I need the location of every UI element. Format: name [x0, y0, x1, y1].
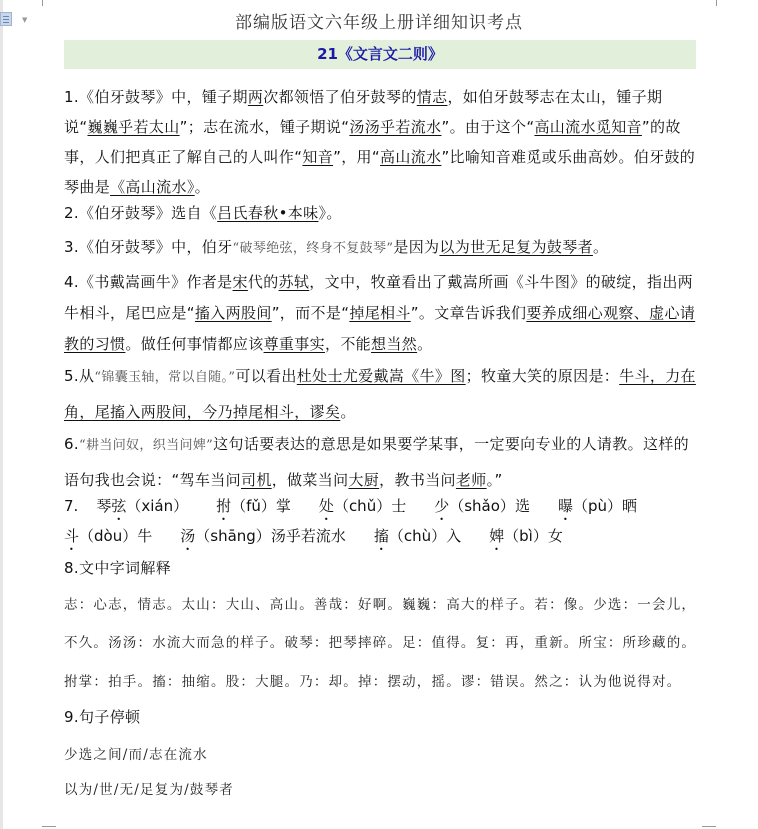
underlined-answer: 高山流水: [380, 148, 442, 166]
marked-character: 曝: [557, 497, 573, 515]
text-segment: ”，用“: [333, 148, 381, 166]
underlined-answer: 苏轼: [278, 273, 310, 291]
text-segment: 。”: [486, 471, 503, 489]
marked-character: 处: [318, 497, 334, 515]
pinyin-item: [489, 525, 563, 554]
marked-character: 汤: [180, 527, 196, 545]
text-segment: 。: [194, 178, 211, 196]
underlined-answer: 要养成细心观察、虚心请教的习惯: [64, 304, 696, 353]
text-segment: ，如伯牙鼓琴志在太山，锺子期说“: [64, 88, 663, 136]
quoted-classical-text: “耕当问奴，织当问婢”: [79, 438, 214, 453]
text-segment: 这句话要表达的意思是如果要学某事，一定要向专业的人请教。这样的语句我也会说：“驾车当问: [64, 435, 690, 489]
word-part: 琴: [96, 497, 112, 515]
paragraph-6: [64, 427, 698, 497]
text-segment: ，不能: [324, 335, 372, 353]
text-segment: ；牧童大笑的原因是：: [465, 367, 620, 385]
text-segment: 。: [417, 335, 433, 353]
pinyin: （chǔ）: [333, 497, 392, 515]
pause-line: 少选之间/而/志在流水: [64, 747, 208, 763]
marked-character: 斗: [64, 527, 80, 545]
underlined-answer: 想当然: [371, 335, 418, 353]
definition-line: 拊掌：拍手。搐：抽缩。股：大腿。乃：却。掉：摆动，摇。谬：错误。然之：认为他说得对。: [64, 674, 682, 690]
text-segment: 。做任何事情都应该: [125, 335, 264, 353]
marked-character: 拊: [216, 497, 232, 515]
document-title: 部编版语文六年级上册详细知识考点: [235, 13, 523, 33]
marked-character: 少: [434, 497, 450, 515]
pinyin: （shāng）: [195, 527, 271, 545]
pinyin: （chù）: [388, 527, 447, 545]
pinyin-item: [216, 495, 291, 524]
page-corner-mark: [716, 0, 717, 6]
page-corner-mark: [702, 826, 716, 827]
text-segment: 代的: [247, 273, 279, 291]
text-segment: 。: [340, 403, 356, 421]
text-segment: ，做菜当问: [271, 471, 349, 489]
lesson-title-banner: 21《文言文二则》: [64, 40, 696, 69]
word-part: 女: [547, 527, 563, 545]
underlined-answer: 掉尾相斗: [349, 304, 411, 322]
word-part: 牛: [137, 527, 153, 545]
pinyin: （shǎo）: [449, 497, 515, 515]
text-segment: 》。: [318, 204, 342, 222]
text-segment: 可以看出: [235, 367, 297, 385]
word-part: 晒: [622, 497, 638, 515]
word-part: 选: [514, 497, 530, 515]
text-segment: 是因为: [393, 238, 440, 256]
pinyin: （pù）: [572, 497, 622, 515]
text-segment: ”；志在流水，锺子期说“: [179, 118, 350, 136]
word-part: 掌: [275, 497, 291, 515]
text-segment: ”比喻知音难觅或乐曲高妙。伯牙鼓的琴曲是: [64, 148, 696, 196]
underlined-answer: 牛斗，力在角，尾搐入两股间，今乃掉尾相斗，谬矣: [64, 367, 696, 421]
section-8-heading: 8.文中字词解释: [64, 559, 172, 577]
pinyin: （bì）: [504, 527, 548, 545]
text-segment: 次都领悟了伯牙鼓琴的: [263, 88, 417, 106]
marked-character: 搐: [373, 527, 389, 545]
underlined-answer: 搐入两股间: [194, 304, 272, 322]
pinyin: （fǔ）: [231, 497, 276, 515]
underlined-answer: 《高山流水》: [110, 178, 195, 196]
pinyin-item: [558, 495, 637, 524]
pinyin-item: [96, 495, 188, 524]
text-segment: 6.: [64, 435, 80, 453]
text-segment: ，文中，牧童看出了戴嵩所画《斗牛图》的破绽，指出两牛相斗，尾巴应是“: [64, 273, 694, 322]
paragraph-5: [64, 359, 698, 429]
underlined-answer: 尊重事实: [263, 335, 325, 353]
underlined-answer: 吕氏春秋•本味: [217, 204, 319, 222]
page-corner-mark: [42, 826, 56, 827]
text-segment: 2.《伯牙鼓琴》选自《: [64, 204, 218, 222]
underlined-answer: 巍巍乎若太山: [87, 118, 180, 136]
word-part: 士: [391, 497, 407, 515]
text-segment: ”。由于这个“: [441, 118, 535, 136]
word-part: 汤乎若流水: [270, 527, 346, 545]
marked-character: 婢: [489, 527, 505, 545]
text-segment: ”，而不是“: [271, 304, 350, 322]
underlined-answer: 杜处士尤爱戴嵩《牛》图: [296, 367, 466, 385]
pinyin: （dòu）: [79, 527, 138, 545]
pinyin-item: [374, 525, 461, 554]
paragraph-1: [64, 82, 698, 202]
paragraph-4: [64, 267, 698, 360]
definition-line: 不久。汤汤：水流大而急的样子。破琴：把琴摔碎。足：值得。复：再，重新。所宝：所珍藏的。: [64, 635, 697, 651]
item-number: 7.: [64, 497, 79, 515]
text-segment: ，教书当问: [379, 471, 456, 489]
page-left-edge: [0, 0, 3, 829]
pause-line: 以为/世/无/足复为/鼓琴者: [64, 782, 234, 798]
dropdown-arrow-icon[interactable]: ▼: [22, 16, 28, 24]
quoted-classical-text: “破琴绝弦，终身不复鼓琴”: [232, 241, 394, 256]
pinyin-item: [319, 495, 406, 524]
text-segment: 3.《伯牙鼓琴》中，伯牙: [64, 238, 233, 256]
text-segment: ”的故事，人们把真正了解自己的人叫作“: [64, 118, 681, 166]
text-segment: 4.《书戴嵩画牛》作者是: [64, 273, 233, 291]
quoted-classical-text: “锦囊玉轴，常以自随。”: [94, 370, 236, 385]
text-segment: ”。文章告诉我们: [410, 304, 527, 322]
pinyin-row-2: [64, 525, 591, 554]
underlined-answer: 知音: [302, 148, 334, 166]
underlined-answer: 大厨: [348, 471, 380, 489]
underlined-answer: 情志: [416, 88, 448, 106]
pinyin-row-1: [64, 495, 665, 524]
paragraph-3: [64, 234, 698, 262]
text-segment: 5.从: [64, 367, 95, 385]
underlined-answer: 宋: [232, 273, 248, 291]
text-segment: 1.《伯牙鼓琴》中，锺子期: [64, 88, 248, 106]
definition-line: 志：心志，情志。太山：大山、高山。善哉：好啊。巍巍：高大的样子。若：像。少选：一会儿，: [64, 597, 697, 613]
pinyin-item: [64, 525, 152, 554]
underlined-answer: 两: [247, 88, 264, 106]
underlined-answer: 司机: [240, 471, 272, 489]
underlined-answer: 老师: [455, 471, 487, 489]
underlined-answer: 以为世无足复为鼓琴者: [439, 238, 593, 256]
word-part: 入: [446, 527, 462, 545]
text-segment: 。: [592, 238, 609, 256]
pinyin: （xián）: [126, 497, 189, 515]
page-corner-mark: [42, 0, 43, 6]
underlined-answer: 高山流水觅知音: [534, 118, 642, 136]
marked-character: 弦: [111, 497, 127, 515]
pinyin-item: [180, 525, 346, 554]
underlined-answer: 汤汤乎若流水: [349, 118, 442, 136]
section-9-heading: 9.句子停顿: [64, 708, 141, 726]
paragraph-2: [64, 200, 698, 226]
pinyin-item: [434, 495, 530, 524]
